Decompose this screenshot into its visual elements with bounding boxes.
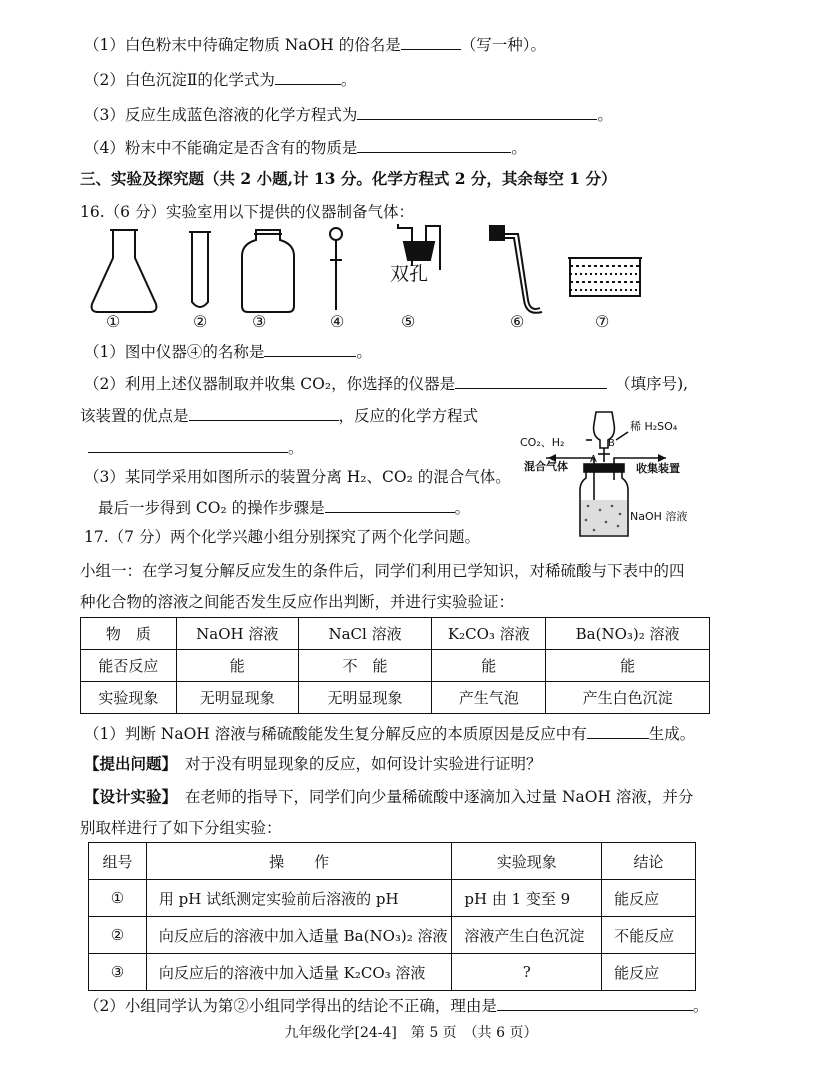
section-3-heading: 三、实验及探究题（共 2 小题,计 13 分。化学方程式 2 分，其余每空 1 分） — [80, 169, 617, 188]
q15-line-2: （2）白色沉淀Ⅱ的化学式为 。 — [84, 68, 356, 91]
apparatus-number-3: ③ — [252, 312, 267, 331]
q17-group1-line-2: 种化合物的溶液之间能否发生反应作出判断，并进行实验验证： — [80, 593, 515, 611]
answer-blank[interactable] — [455, 372, 607, 389]
answer-blank[interactable] — [357, 103, 597, 120]
q17-line-1: （1）判断 NaOH 溶液与稀硫酸能发生复分解反应的本质原因是反应中有 生成。 — [84, 722, 695, 745]
q16-line-1: （1）图中仪器④的名称是 。 — [84, 340, 372, 363]
q16-line-5: （3）某同学采用如图所示的装置分离 H₂、CO₂ 的混合气体。 — [84, 468, 511, 486]
fig-acid-label: 稀 H₂SO₄ — [630, 420, 678, 433]
apparatus-number-1: ① — [106, 312, 121, 331]
fig-naoh-label: NaOH 溶液 — [630, 510, 688, 523]
reaction-table — [80, 617, 710, 714]
combustion-spoon-icon — [330, 228, 342, 310]
table-row: ③ 向反应后的溶液中加入适量 K₂CO₃ 溶液 ? 能反应 — [89, 954, 696, 991]
q16-line-6: 最后一步得到 CO₂ 的操作步骤是 。 — [98, 496, 470, 519]
table-row: 物 质 NaOH 溶液 NaCl 溶液 K₂CO₃ 溶液 Ba(NO₃)₂ 溶液 — [81, 618, 710, 650]
delivery-tube-icon — [490, 226, 542, 313]
apparatus-illustration — [80, 220, 660, 340]
fig-valve-b: B — [608, 438, 615, 449]
table-row: 实验现象 无明显现象 无明显现象 产生气泡 产生白色沉淀 — [81, 682, 710, 714]
table-row: 能否反应 能 不 能 能 能 — [81, 650, 710, 682]
water-trough-icon — [568, 258, 642, 296]
q17-design: 【设计实验】 在老师的指导下，同学们向少量稀硫酸中逐滴加入过量 NaOH 溶液，并分 — [84, 787, 694, 806]
group-experiment-table — [88, 842, 696, 991]
answer-blank[interactable] — [401, 33, 461, 50]
q16-intro: 16.（6 分）实验室用以下提供的仪器制备气体： — [80, 203, 414, 221]
q16-line-2: （2）利用上述仪器制取并收集 CO₂，你选择的仪器是 （填序号), — [84, 372, 688, 395]
answer-blank[interactable] — [189, 404, 339, 421]
gas-jar-icon — [242, 230, 294, 312]
answer-blank[interactable] — [88, 436, 288, 453]
table-header-row: 组号 操 作 实验现象 结论 — [89, 843, 696, 880]
answer-blank[interactable] — [325, 496, 455, 513]
q17-ask: 【提出问题】 对于没有明显现象的反应，如何设计实验进行证明？ — [84, 754, 542, 773]
q15-line-4: （4）粉末中不能确定是否含有的物质是 。 — [84, 136, 527, 159]
page-footer: 九年级化学[24-4] 第 5 页 （共 6 页） — [284, 1025, 538, 1041]
q15-line-3: （3）反应生成蓝色溶液的化学方程式为 。 — [84, 103, 613, 126]
q15-line-1: （1）白色粉末中待确定物质 NaOH 的俗名是 （写一种）。 — [84, 33, 546, 56]
apparatus-number-2: ② — [193, 312, 208, 331]
double-hole-label: 双孔 — [390, 263, 429, 285]
fig-valve-a: A — [590, 454, 597, 465]
answer-blank[interactable] — [357, 136, 511, 153]
table-row: ① 用 pH 试纸测定实验前后溶液的 pH pH 由 1 变至 9 能反应 — [89, 880, 696, 917]
apparatus-number-7: ⑦ — [595, 312, 610, 331]
fig-collect-label: 收集装置 — [636, 462, 680, 475]
answer-blank[interactable] — [587, 722, 649, 739]
q17-group1-line-1: 小组一：在学习复分解反应发生的条件后，同学们利用已学知识，对稀硫酸与下表中的四 — [80, 562, 685, 580]
answer-blank[interactable] — [264, 340, 356, 357]
q15-p1: （1）白色粉末中待确定物质 NaOH 的俗名是 — [84, 36, 401, 54]
q17-design-2: 别取样进行了如下分组实验： — [80, 819, 282, 837]
q15-p3: （3）反应生成蓝色溶液的化学方程式为 — [84, 106, 358, 124]
apparatus-number-5: ⑤ — [401, 312, 416, 331]
q15-p4: （4）粉末中不能确定是否含有的物质是 — [84, 139, 358, 157]
q16-line-3: 该装置的优点是 ，反应的化学方程式 — [80, 404, 478, 427]
fig-mix-label: 混合气体 — [524, 460, 568, 473]
q17-line-2: （2）小组同学认为第②小组同学得出的结论不正确，理由是 。 — [84, 994, 708, 1017]
answer-blank[interactable] — [275, 68, 341, 85]
apparatus-number-6: ⑥ — [510, 312, 525, 331]
table-row: ② 向反应后的溶液中加入适量 Ba(NO₃)₂ 溶液 溶液产生白色沉淀 不能反应 — [89, 917, 696, 954]
apparatus-number-4: ④ — [330, 312, 345, 331]
q15-p2: （2）白色沉淀Ⅱ的化学式为 — [84, 71, 275, 89]
test-tube-icon — [189, 232, 211, 307]
answer-blank[interactable] — [497, 994, 693, 1011]
gas-separation-figure — [516, 410, 706, 540]
q16-line-4: 。 — [88, 436, 304, 459]
erlenmeyer-flask-icon — [92, 230, 157, 312]
q17-intro: 17.（7 分）两个化学兴趣小组分别探究了两个化学问题。 — [84, 528, 480, 546]
fig-gases-label: CO₂、H₂ — [520, 436, 565, 449]
